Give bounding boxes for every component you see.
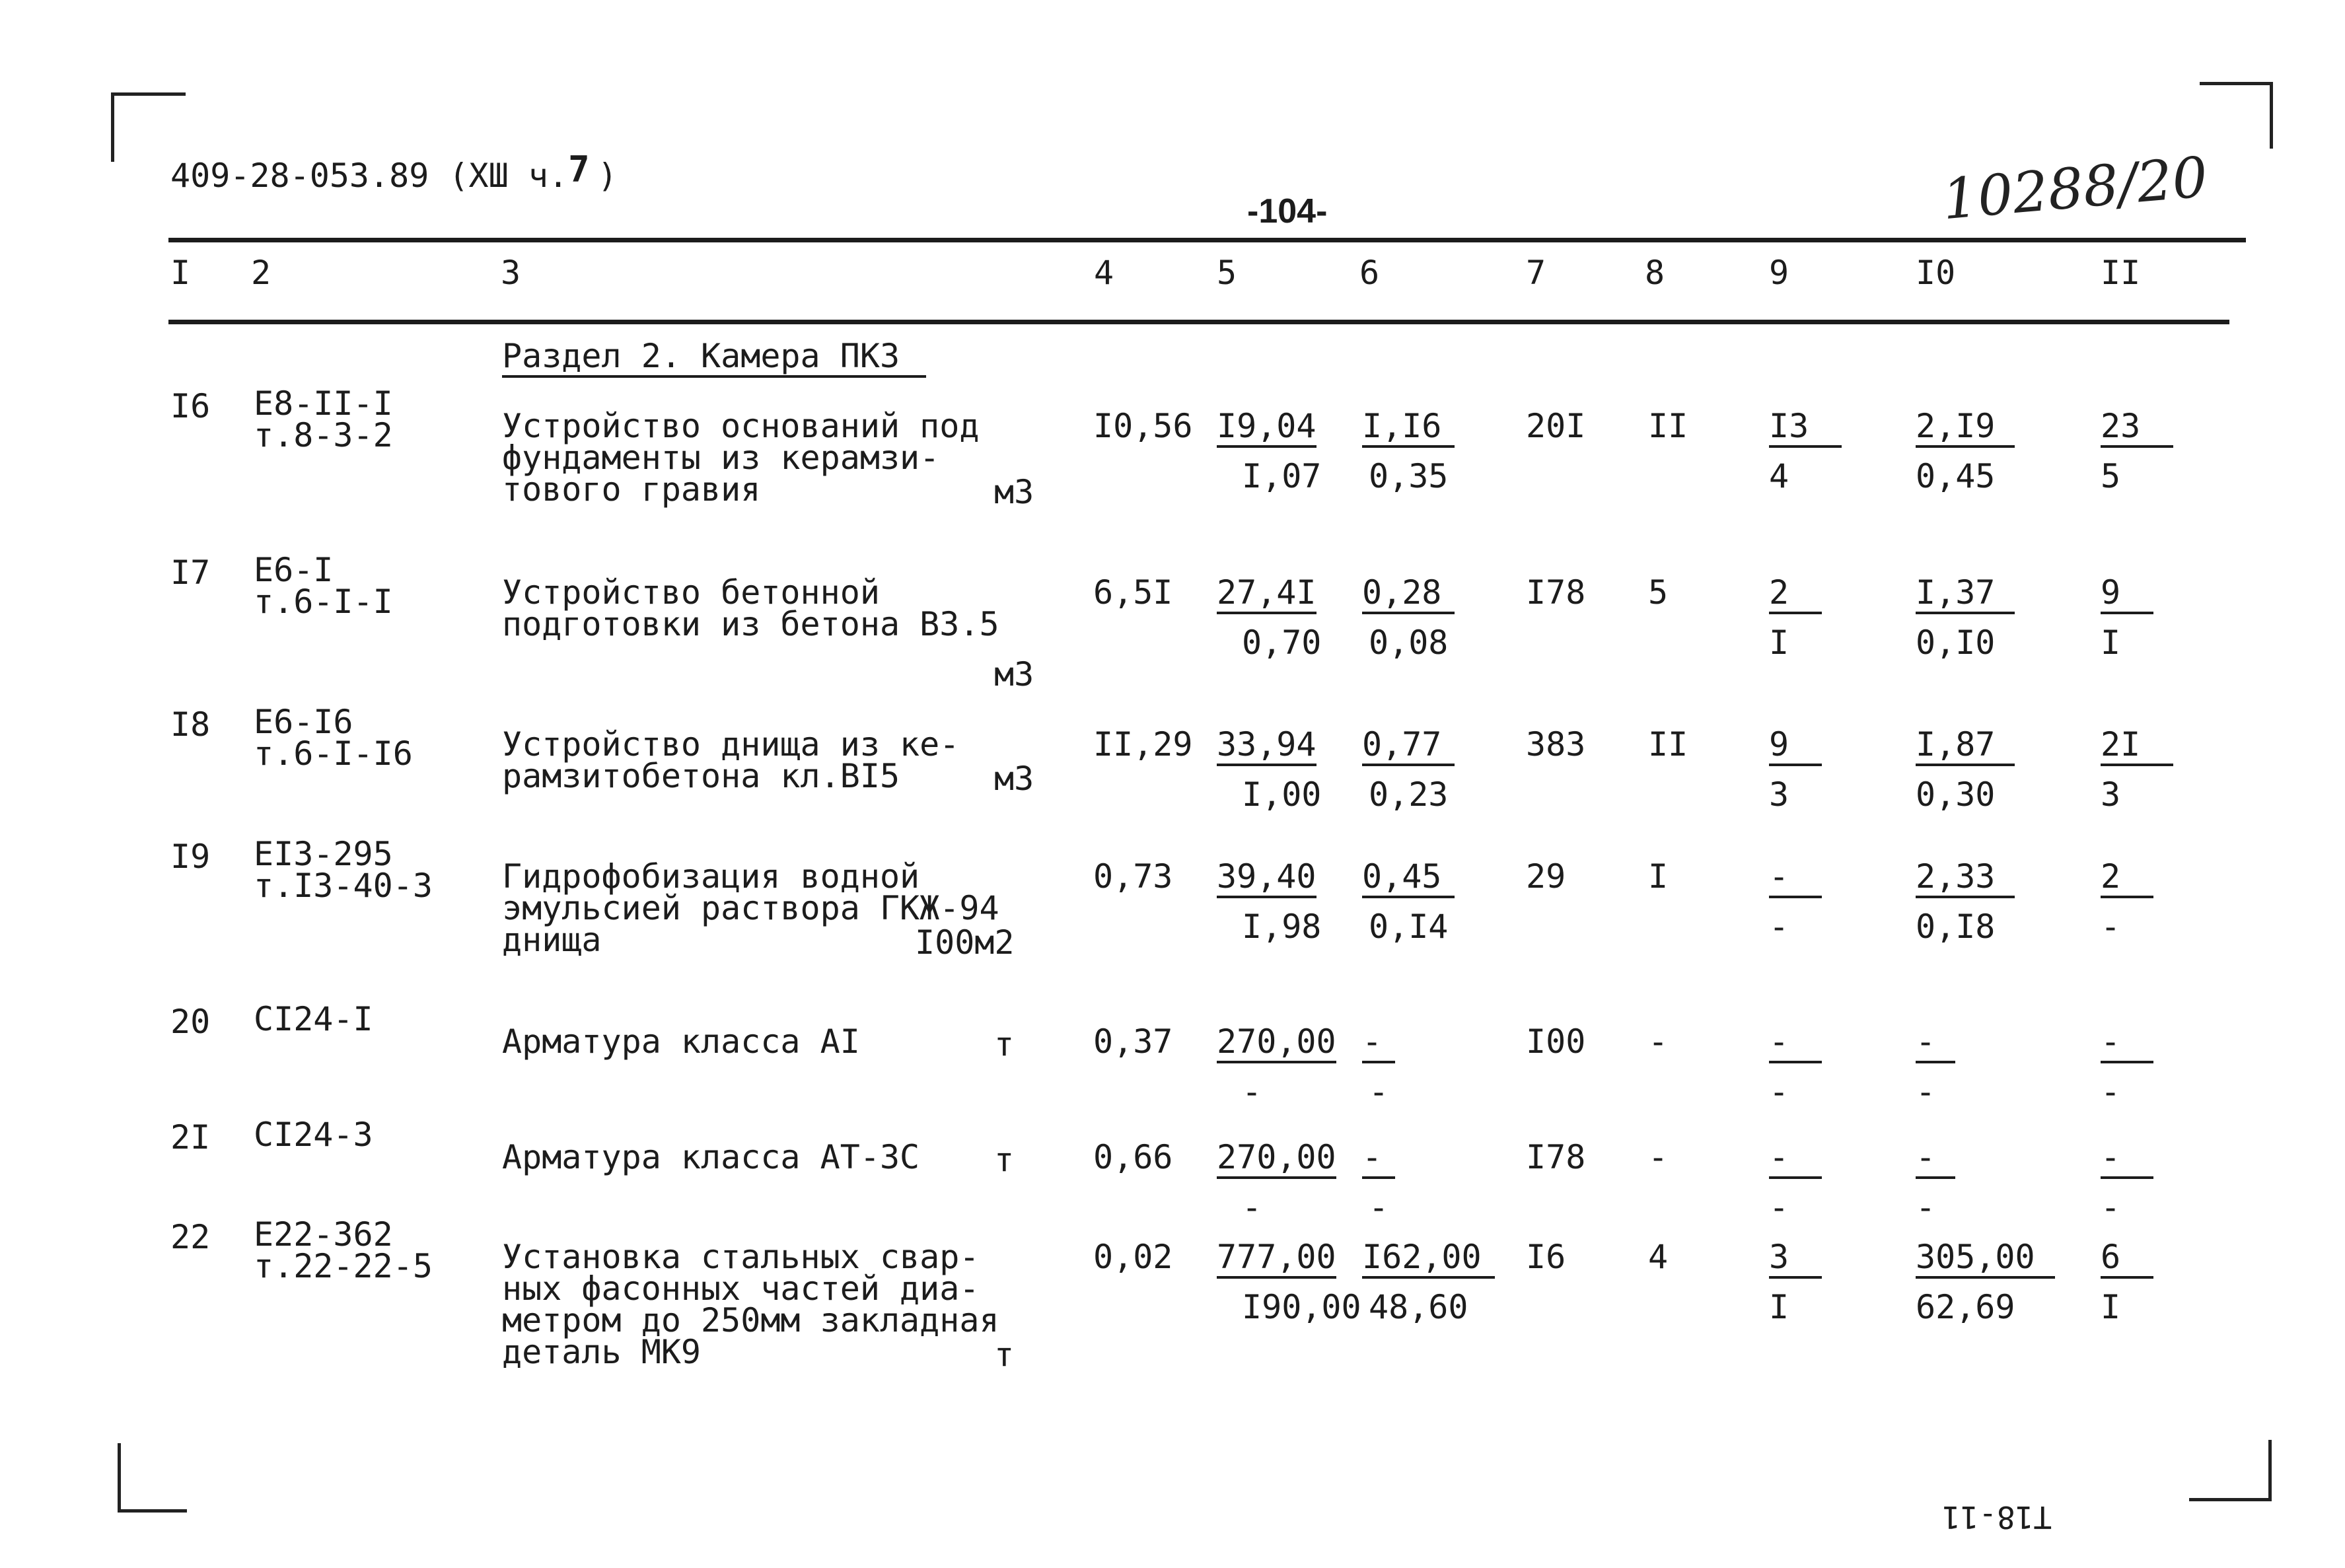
- cell-col11-top: 9: [2101, 575, 2153, 614]
- description-line: днища: [502, 921, 602, 959]
- cell-col5-bottom: -: [1242, 1073, 1262, 1111]
- cell-col9-bottom: I: [1769, 1288, 1789, 1326]
- crop-mark-top-right: [2200, 82, 2273, 149]
- cell-col7: 383: [1526, 725, 1586, 764]
- column-header-3: 3: [501, 254, 521, 292]
- description-line: фундаменты из керамзи-: [502, 439, 940, 477]
- cell-col9-top: 9: [1769, 727, 1822, 766]
- description-line: Гидрофобизация водной: [502, 857, 920, 896]
- cell-col6-bottom: 0,23: [1369, 775, 1449, 814]
- code-line: Е22-362: [254, 1215, 393, 1254]
- cell-col4: 6,5I: [1093, 573, 1173, 612]
- cell-col9-top: I3: [1769, 408, 1842, 448]
- unit-label: м3: [994, 473, 1034, 511]
- code-line: Е8-II-I: [254, 384, 393, 423]
- cell-col9-bottom: I: [1769, 624, 1789, 662]
- row-number: I7: [170, 553, 211, 592]
- cell-col10-top: -: [1916, 1139, 1955, 1179]
- cell-col6-top: I,I6: [1362, 408, 1455, 448]
- code-line: т.6-I-I: [254, 583, 393, 621]
- cell-col7: 20I: [1526, 407, 1586, 445]
- code-line: т.8-3-2: [254, 416, 393, 454]
- cell-col5-top: 777,00: [1217, 1239, 1336, 1279]
- cell-col11-bottom: -: [2101, 908, 2121, 946]
- cell-col8: II: [1648, 725, 1688, 764]
- code-line: СI24-I: [254, 1000, 373, 1038]
- cell-col10-bottom: 62,69: [1916, 1288, 2015, 1326]
- description-line: Установка стальных свар-: [502, 1238, 980, 1276]
- cell-col11-bottom: 3: [2101, 775, 2121, 814]
- crop-mark-bottom-left: [118, 1443, 187, 1513]
- cell-col11-top: 23: [2101, 408, 2173, 448]
- cell-col11-bottom: -: [2101, 1073, 2121, 1111]
- cell-col4: 0,37: [1093, 1022, 1173, 1061]
- column-header-10: I0: [1916, 254, 1956, 292]
- cell-col6-bottom: 0,08: [1369, 624, 1449, 662]
- cell-col11-top: 2: [2101, 859, 2153, 898]
- cell-col4: 0,02: [1093, 1238, 1173, 1276]
- description-line: подготовки из бетона В3.5: [502, 605, 999, 643]
- row-number: 22: [170, 1218, 211, 1256]
- cell-col10-top: -: [1916, 1024, 1955, 1063]
- unit-label: м3: [994, 655, 1034, 694]
- top-rule: [168, 238, 2246, 242]
- cell-col9-bottom: -: [1769, 1073, 1789, 1111]
- cell-col5-top: I9,04: [1217, 408, 1317, 448]
- cell-col5-bottom: I90,00: [1242, 1288, 1361, 1326]
- column-header-4: 4: [1094, 254, 1114, 292]
- cell-col11-top: -: [2101, 1024, 2153, 1063]
- doc-code-text: 409-28-053.89 (XШ ч.: [170, 157, 569, 195]
- cell-col5-top: 33,94: [1217, 727, 1317, 766]
- cell-col10-bottom: -: [1916, 1188, 1936, 1227]
- cell-col5-top: 270,00: [1217, 1139, 1336, 1179]
- cell-col9-top: 3: [1769, 1239, 1822, 1279]
- crop-mark-bottom-right: [2189, 1440, 2272, 1501]
- cell-col9-top: 2: [1769, 575, 1822, 614]
- cell-col5-bottom: I,07: [1242, 457, 1322, 495]
- cell-col11-top: 6: [2101, 1239, 2153, 1279]
- cell-col5-top: 39,40: [1217, 859, 1317, 898]
- cell-col6-bottom: -: [1369, 1073, 1389, 1111]
- archive-stamp: T18-11: [1942, 1499, 2052, 1535]
- unit-label: т: [994, 1336, 1015, 1374]
- document-code: [170, 149, 618, 195]
- cell-col8: 4: [1648, 1238, 1669, 1276]
- paren-close: ): [597, 157, 618, 195]
- cell-col7: I78: [1526, 573, 1586, 612]
- cell-col10-top: 305,00: [1916, 1239, 2055, 1279]
- section-title: Раздел 2. Камера ПК3: [502, 338, 926, 378]
- description-line: Устройство днища из ке-: [502, 725, 960, 764]
- cell-col11-bottom: I: [2101, 624, 2121, 662]
- cell-col9-top: -: [1769, 1024, 1822, 1063]
- cell-col8: 5: [1648, 573, 1669, 612]
- unit-label: м3: [994, 760, 1034, 798]
- cell-col9-top: -: [1769, 1139, 1822, 1179]
- cell-col6-top: -: [1362, 1024, 1395, 1063]
- cell-col10-bottom: 0,30: [1916, 775, 1996, 814]
- cell-col11-top: 2I: [2101, 727, 2173, 766]
- cell-col4: II,29: [1093, 725, 1193, 764]
- cell-col10-bottom: 0,I8: [1916, 908, 1996, 946]
- cell-col4: I0,56: [1093, 407, 1193, 445]
- cell-col9-bottom: 4: [1769, 457, 1789, 495]
- column-header-11: II: [2101, 254, 2141, 292]
- cell-col11-top: -: [2101, 1139, 2153, 1179]
- cell-col6-bottom: -: [1369, 1188, 1389, 1227]
- handwritten-reference: 10288/20: [1939, 144, 2210, 232]
- cell-col10-top: 2,I9: [1916, 408, 2015, 448]
- cell-col8: -: [1648, 1138, 1669, 1176]
- cell-col9-top: -: [1769, 859, 1822, 898]
- column-header-7: 7: [1526, 254, 1546, 292]
- cell-col10-top: 2,33: [1916, 859, 2015, 898]
- row-number: 2I: [170, 1118, 211, 1157]
- cell-col6-bottom: 0,35: [1369, 457, 1449, 495]
- column-header-9: 9: [1769, 254, 1789, 292]
- column-header-6: 6: [1359, 254, 1380, 292]
- unit-label: т: [994, 1141, 1015, 1179]
- cell-col5-bottom: 0,70: [1242, 624, 1322, 662]
- cell-col4: 0,73: [1093, 857, 1173, 896]
- description-line: Устройство оснований под: [502, 407, 980, 445]
- page-number: -104-: [1247, 192, 1328, 231]
- code-line: т.6-I-I6: [254, 734, 413, 773]
- part-number: 7: [568, 149, 590, 190]
- cell-col7: I6: [1526, 1238, 1566, 1276]
- cell-col6-bottom: 0,I4: [1369, 908, 1449, 946]
- row-number: I9: [170, 837, 211, 876]
- header-rule: [168, 320, 2229, 324]
- cell-col10-bottom: 0,45: [1916, 457, 1996, 495]
- description-line: метром до 250мм закладная: [502, 1301, 999, 1339]
- code-line: СI24-3: [254, 1116, 373, 1154]
- cell-col5-bottom: -: [1242, 1188, 1262, 1227]
- cell-col8: II: [1648, 407, 1688, 445]
- code-line: т.I3-40-3: [254, 867, 433, 905]
- cell-col10-bottom: 0,I0: [1916, 624, 1996, 662]
- cell-col6-top: 0,45: [1362, 859, 1455, 898]
- code-line: Е6-I6: [254, 703, 353, 741]
- description-line: тового гравия: [502, 470, 761, 509]
- unit-label: I00м2: [915, 923, 1015, 962]
- description-line: эмульсией раствора ГКЖ-94: [502, 889, 999, 927]
- cell-col8: -: [1648, 1022, 1669, 1061]
- column-header-1: I: [170, 254, 191, 292]
- cell-col11-bottom: 5: [2101, 457, 2121, 495]
- code-line: т.22-22-5: [254, 1247, 433, 1285]
- cell-col10-bottom: -: [1916, 1073, 1936, 1111]
- code-line: Е6-I: [254, 551, 334, 589]
- cell-col7: I00: [1526, 1022, 1586, 1061]
- column-header-8: 8: [1645, 254, 1665, 292]
- description-line: Устройство бетонной: [502, 573, 880, 612]
- cell-col10-top: I,37: [1916, 575, 2015, 614]
- cell-col7: I78: [1526, 1138, 1586, 1176]
- cell-col8: I: [1648, 857, 1669, 896]
- cell-col6-top: -: [1362, 1139, 1395, 1179]
- cell-col5-top: 27,4I: [1217, 575, 1317, 614]
- row-number: I6: [170, 387, 211, 425]
- description-line: ных фасонных частей диа-: [502, 1269, 980, 1308]
- code-line: ЕI3-295: [254, 835, 393, 873]
- column-header-5: 5: [1217, 254, 1237, 292]
- cell-col6-top: 0,28: [1362, 575, 1455, 614]
- description-line: деталь МК9: [502, 1333, 702, 1371]
- cell-col6-bottom: 48,60: [1369, 1288, 1468, 1326]
- cell-col9-bottom: 3: [1769, 775, 1789, 814]
- crop-mark-top-left: [111, 92, 186, 162]
- row-number: I8: [170, 705, 211, 744]
- cell-col4: 0,66: [1093, 1138, 1173, 1176]
- cell-col5-top: 270,00: [1217, 1024, 1336, 1063]
- cell-col10-top: I,87: [1916, 727, 2015, 766]
- cell-col6-top: I62,00: [1362, 1239, 1495, 1279]
- cell-col5-bottom: I,98: [1242, 908, 1322, 946]
- cell-col7: 29: [1526, 857, 1566, 896]
- column-header-2: 2: [251, 254, 271, 292]
- description-line: Арматура класса АТ-3С: [502, 1138, 920, 1176]
- cell-col11-bottom: -: [2101, 1188, 2121, 1227]
- cell-col6-top: 0,77: [1362, 727, 1455, 766]
- cell-col11-bottom: I: [2101, 1288, 2121, 1326]
- description-line: рамзитобетона кл.ВI5: [502, 757, 900, 795]
- cell-col9-bottom: -: [1769, 908, 1789, 946]
- cell-col5-bottom: I,00: [1242, 775, 1322, 814]
- unit-label: т: [994, 1025, 1015, 1063]
- row-number: 20: [170, 1003, 211, 1041]
- description-line: Арматура класса АI: [502, 1022, 860, 1061]
- cell-col9-bottom: -: [1769, 1188, 1789, 1227]
